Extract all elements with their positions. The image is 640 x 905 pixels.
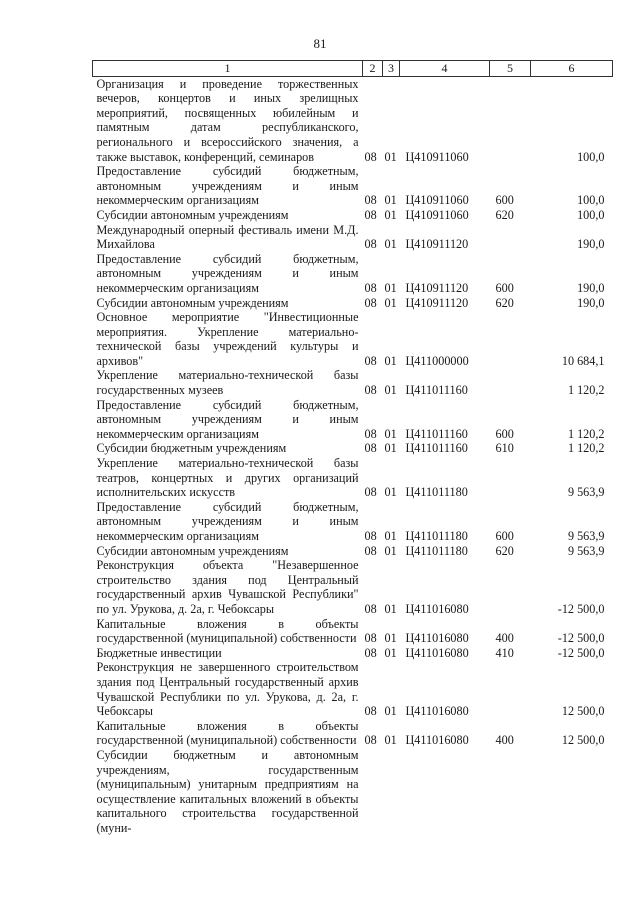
row-subsection: 01 [384,353,397,368]
row-target-code: Ц411011160 [405,426,468,441]
row-expense-type [490,223,531,252]
row-target-code: Ц411000000 [405,353,469,368]
row-target-code: Ц411011160 [405,383,468,398]
row-expense-type: 600 [495,529,514,543]
row-expense-type: 620 [495,295,514,310]
table-row [93,76,613,164]
table-row [93,456,613,500]
row-amount: 12 500,0 [561,704,605,719]
row-section: 08 [364,733,377,748]
row-description: Субсидии бюджетным учреждениям [96,441,287,456]
column-header: 3 [383,61,400,77]
row-expense-type: 600 [495,193,514,208]
row-section: 08 [364,295,377,310]
table-row [93,441,613,456]
row-amount: 190,0 [577,237,605,252]
column-header: 5 [490,61,531,77]
row-section [363,748,383,836]
row-description: Международный оперный фестиваль имени М.Д. Михайлова [96,222,359,252]
row-target-code: Ц411011180 [405,485,468,500]
row-amount: 10 684,1 [561,353,605,368]
row-target-code: Ц411016080 [405,601,469,616]
row-target-code: Ц411016080 [405,704,469,719]
row-expense-type: 400 [495,631,514,646]
row-target-code: Ц411011180 [405,543,468,558]
column-header: 4 [400,61,490,77]
table-row [93,660,613,718]
row-section: 08 [364,353,377,368]
row-amount: 9 563,9 [567,529,605,543]
row-amount: 1 120,2 [567,441,605,456]
row-description: Предоставление субсидий бюджетным, автономным учреждениям и иным некоммерческим организациям [96,251,359,295]
row-amount: -12 500,0 [557,601,605,616]
row-section: 08 [364,543,377,558]
row-description: Укрепление материально-технической базы театров, концертных и других организаций исполнительских искусств [96,456,359,500]
row-target-code: Ц411011180 [405,529,468,543]
row-target-code: Ц410911120 [405,237,469,252]
row-subsection: 01 [384,193,397,208]
row-expense-type [490,748,531,836]
row-expense-type [490,310,531,368]
row-description: Реконструкция не завершенного строительством здания под Центральный государственный архив Чувашской Республики по ул. Урукова, д. 2а, г. Чебоксары [96,660,359,719]
row-description: Основное мероприятие "Инвестиционные мероприятия. Укрепление материально-технической базы учреждений культуры и архивов" [96,310,359,368]
row-section: 08 [364,149,377,164]
row-target-code: Ц410911060 [405,207,469,222]
row-description: Субсидии автономным учреждениям [96,543,289,558]
table-row [93,398,613,442]
row-description: Предоставление субсидий бюджетным, автономным учреждениям и иным некоммерческим организациям [96,397,359,441]
row-subsection: 01 [384,441,397,456]
row-amount: 100,0 [577,149,605,164]
row-subsection: 01 [384,280,397,295]
row-subsection: 01 [384,383,397,398]
row-target-code: Ц411011160 [405,441,468,456]
row-amount: 190,0 [577,280,605,295]
row-section: 08 [364,601,377,616]
row-subsection: 01 [384,733,397,748]
row-subsection: 01 [384,485,397,500]
table-row [93,646,613,661]
row-section: 08 [364,704,377,719]
row-section: 08 [364,529,377,543]
row-subsection: 01 [384,149,397,164]
row-amount: -12 500,0 [557,645,605,660]
row-target-code: Ц411016080 [405,631,469,646]
row-amount: 1 120,2 [567,383,605,398]
row-expense-type [490,456,531,500]
row-amount: 12 500,0 [561,733,605,748]
row-expense-type [490,368,531,397]
table-row [93,164,613,208]
row-description: Субсидии бюджетным и автономным учреждениям, государственным (муниципальным) унитарным предприятиям на осуществление капитальных вложений в объекты капитального строительства государственной (муни- [96,747,359,835]
table-row [93,748,613,836]
budget-table [92,60,613,835]
row-description: Капитальные вложения в объекты государственной (муниципальной) собственности [96,718,359,748]
row-expense-type: 400 [495,733,514,748]
row-target-code: Ц411016080 [405,645,469,660]
row-amount: 190,0 [577,295,605,310]
row-amount: 100,0 [577,193,605,208]
row-target-code: Ц410911120 [405,295,469,310]
row-target-code [400,748,490,836]
table-row [93,500,613,544]
row-subsection [383,748,400,836]
table-row [93,544,613,559]
row-target-code: Ц410911120 [405,280,469,295]
table-row [93,223,613,252]
table-row [93,558,613,616]
row-section: 08 [364,485,377,500]
row-section: 08 [364,237,377,252]
row-expense-type [490,558,531,616]
row-section: 08 [364,280,377,295]
table-row [93,296,613,311]
row-subsection: 01 [384,631,397,646]
row-subsection: 01 [384,704,397,719]
row-description: Субсидии автономным учреждениям [96,207,289,222]
row-amount: 9 563,9 [567,485,605,500]
row-expense-type: 610 [495,441,514,456]
table-row [93,368,613,397]
row-expense-type [490,76,531,164]
row-expense-type [490,660,531,718]
row-target-code: Ц410911060 [405,149,469,164]
row-target-code: Ц411016080 [405,733,469,748]
row-description: Укрепление материально-технической базы государственных музеев [96,368,359,398]
column-header: 1 [93,61,363,77]
row-section: 08 [364,207,377,222]
row-section: 08 [364,441,377,456]
row-section: 08 [364,631,377,646]
row-target-code: Ц410911060 [405,193,469,208]
row-subsection: 01 [384,645,397,660]
row-expense-type: 410 [495,645,514,660]
row-amount: 1 120,2 [567,426,605,441]
table-row [93,310,613,368]
row-description: Организация и проведение торжественных вечеров, концертов и иных зрелищных мероприятий, посвященных юбилейным и памятным датам республиканского, регионального и всероссийского значения, а также выставок, конференций, семинаров [96,76,359,164]
row-amount: -12 500,0 [557,631,605,646]
row-expense-type: 620 [495,543,514,558]
column-header: 2 [363,61,383,77]
row-subsection: 01 [384,295,397,310]
row-amount [531,748,613,836]
row-subsection: 01 [384,529,397,543]
row-description: Бюджетные инвестиции [96,645,222,660]
table-row [93,719,613,748]
row-subsection: 01 [384,543,397,558]
row-section: 08 [364,193,377,208]
row-section: 08 [364,645,377,660]
row-description: Субсидии автономным учреждениям [96,295,289,310]
row-description: Предоставление субсидий бюджетным, автономным учреждениям и иным некоммерческим организациям [96,164,359,208]
row-description: Предоставление субсидий бюджетным, автономным учреждениям и иным некоммерческим организациям [96,499,359,543]
page-number: 81 [313,36,327,51]
row-expense-type: 600 [495,280,514,295]
row-expense-type: 620 [495,207,514,222]
table-body [93,76,613,835]
row-section: 08 [364,426,377,441]
row-subsection: 01 [384,207,397,222]
table-row [93,208,613,223]
table-row [93,617,613,646]
row-subsection: 01 [384,237,397,252]
row-subsection: 01 [384,601,397,616]
row-description: Реконструкция объекта "Незавершенное строительство здания под Центральный государственный архив Чувашской Республики" по ул. Урукова, д. 2а, г. Чебоксары [96,558,359,616]
row-amount: 100,0 [577,207,605,222]
row-description: Капитальные вложения в объекты государственной (муниципальной) собственности [96,616,359,646]
row-amount: 9 563,9 [567,543,605,558]
table-row [93,252,613,296]
row-section: 08 [364,383,377,398]
row-expense-type: 600 [495,426,514,441]
column-header: 6 [531,61,613,77]
row-subsection: 01 [384,426,397,441]
table-header-row [93,61,613,77]
